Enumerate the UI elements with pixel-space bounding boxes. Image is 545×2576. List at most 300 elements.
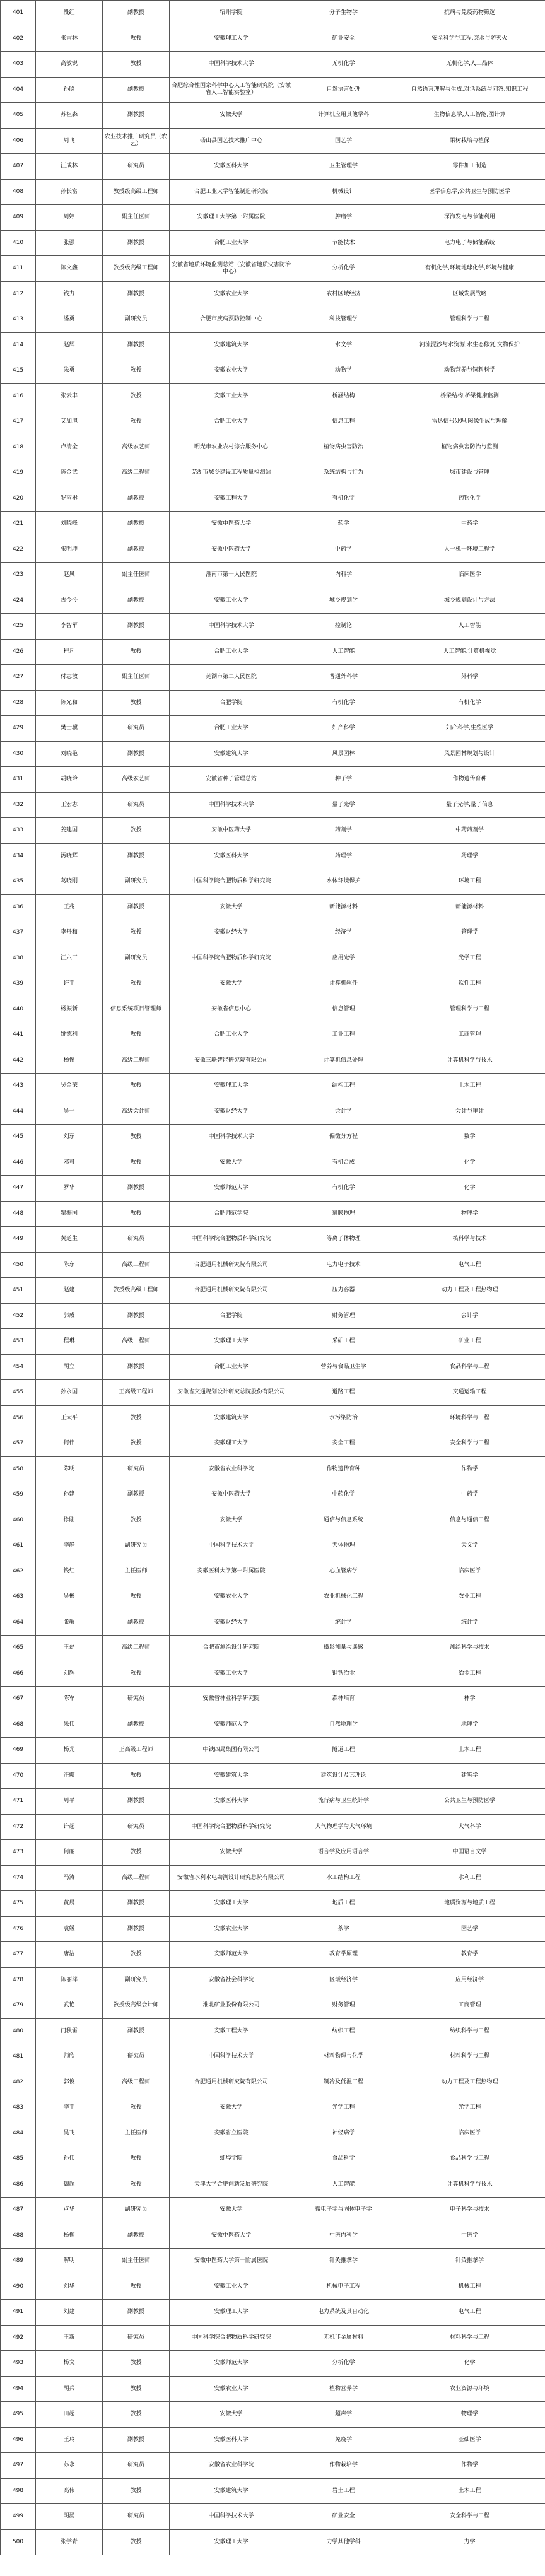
major-cell: 建筑设计及其理论 [293,1763,394,1789]
table-row [1,383,545,409]
direction-cell: 建筑学 [394,1763,545,1789]
unit-cell: 安徽理工大学 [170,1074,293,1099]
major-cell: 工业工程 [293,1022,394,1048]
major-cell: 无机非金属材料 [293,2325,394,2351]
table-row [1,716,545,742]
row-number-cell: 439 [1,971,36,997]
name-cell: 陈光和 [36,690,103,716]
unit-cell: 合肥师范学院 [170,1201,293,1227]
table-row [1,1814,545,1840]
major-cell: 营养与食品卫生学 [293,1354,394,1380]
major-cell: 矿业安全 [293,2504,394,2530]
unit-cell: 合肥市测绘设计研究院 [170,1636,293,1661]
direction-cell: 食品科学与工程 [394,2146,545,2172]
name-cell: 王大平 [36,1405,103,1431]
table-row [1,307,545,333]
direction-cell: 物理学 [394,1201,545,1227]
direction-cell: 会计学 [394,1303,545,1329]
direction-cell: 外科学 [394,665,545,691]
row-number-cell: 463 [1,1584,36,1610]
direction-cell: 临床医学 [394,563,545,588]
row-number-cell: 451 [1,1278,36,1304]
title-cell: 副教授 [103,1354,170,1380]
title-cell: 信息系统项目管理师 [103,997,170,1022]
row-number-cell: 430 [1,741,36,767]
unit-cell: 安徽大学 [170,1150,293,1176]
direction-cell: 城乡规划设计与方法 [394,588,545,614]
name-cell: 李智军 [36,614,103,640]
major-cell: 制冷及低温工程 [293,2070,394,2095]
name-cell: 钱力 [36,281,103,307]
row-number-cell: 403 [1,52,36,78]
major-cell: 分子生物学 [293,1,394,26]
unit-cell: 安徽大学 [170,2402,293,2428]
name-cell: 刘建 [36,2300,103,2326]
unit-cell: 中国科学技术大学 [170,52,293,78]
row-number-cell: 481 [1,2044,36,2070]
title-cell: 高级工程师 [103,2070,170,2095]
name-cell: 孙永国 [36,1380,103,1406]
table-row [1,2146,545,2172]
table-row [1,2223,545,2249]
title-cell: 主任医师 [103,1559,170,1584]
direction-cell: 管理科学与工程 [394,307,545,333]
table-row [1,1712,545,1738]
title-cell: 副教授 [103,1176,170,1202]
major-cell: 人工智能 [293,639,394,665]
table-row [1,588,545,614]
unit-cell: 中国科学院合肥物质科学研究院 [170,1227,293,1253]
row-number-cell: 401 [1,1,36,26]
major-cell: 风景园林 [293,741,394,767]
unit-cell: 合肥工业大学 [170,1022,293,1048]
unit-cell: 安徽理工大学 [170,2529,293,2555]
major-cell: 纺织工程 [293,2018,394,2044]
direction-cell: 土木工程 [394,2478,545,2504]
name-cell: 许平 [36,971,103,997]
name-cell: 邓可 [36,1150,103,1176]
table-row [1,332,545,358]
table-row [1,894,545,920]
unit-cell: 安徽理工大学 [170,1329,293,1355]
row-number-cell: 449 [1,1227,36,1253]
table-row [1,563,545,588]
unit-cell: 安徽大学 [170,894,293,920]
direction-cell: 抗病与免疫药物筛选 [394,1,545,26]
unit-cell: 安徽农业大学 [170,281,293,307]
direction-cell: 电力电子与储能系统 [394,230,545,256]
row-number-cell: 499 [1,2504,36,2530]
title-cell: 研究员 [103,154,170,180]
direction-cell: 作物学 [394,2453,545,2479]
row-number-cell: 469 [1,1738,36,1764]
unit-cell: 安徽建筑大学 [170,1763,293,1789]
major-cell: 财务管理 [293,1303,394,1329]
direction-cell: 生物信息学,人工智能,图计算 [394,103,545,129]
name-cell: 杨光 [36,1738,103,1764]
title-cell: 教授 [103,2274,170,2300]
major-cell: 针灸推拿学 [293,2249,394,2274]
direction-cell: 地质资源与地质工程 [394,1891,545,1917]
table-row [1,1559,545,1584]
table-row [1,256,545,282]
direction-cell: 冶金工程 [394,1661,545,1687]
direction-cell: 化学 [394,1176,545,1202]
major-cell: 肿瘤学 [293,205,394,231]
major-cell: 大气物理学与大气环境 [293,1814,394,1840]
major-cell: 内科学 [293,563,394,588]
row-number-cell: 482 [1,2070,36,2095]
direction-cell: 环境科学与工程 [394,1405,545,1431]
table-row [1,460,545,486]
row-number-cell: 474 [1,1865,36,1891]
row-number-cell: 415 [1,358,36,384]
unit-cell: 中国科学院合肥物质科学研究院 [170,869,293,895]
major-cell: 桥涵结构 [293,383,394,409]
table-row [1,2018,545,2044]
title-cell: 副研究员 [103,869,170,895]
name-cell: 姜建国 [36,818,103,844]
unit-cell: 中国科学技术大学 [170,1533,293,1559]
unit-cell: 安徽农业大学 [170,1584,293,1610]
direction-cell: 中医学 [394,2223,545,2249]
name-cell: 罗华 [36,1176,103,1202]
title-cell: 副研究员 [103,1967,170,1993]
direction-cell: 工商管理 [394,1022,545,1048]
table-row [1,1482,545,1508]
major-cell: 材料物理与化学 [293,2044,394,2070]
major-cell: 分析化学 [293,2351,394,2377]
row-number-cell: 496 [1,2427,36,2453]
title-cell: 副教授 [103,2300,170,2326]
name-cell: 孙伟 [36,2146,103,2172]
major-cell: 作物栽培学 [293,2453,394,2479]
direction-cell: 无机化学,人工晶体 [394,52,545,78]
table-row [1,1,545,26]
major-cell: 中医内科学 [293,2223,394,2249]
row-number-cell: 487 [1,2198,36,2223]
row-number-cell: 420 [1,486,36,512]
row-number-cell: 421 [1,512,36,537]
row-number-cell: 477 [1,1942,36,1968]
direction-cell: 中药学 [394,1482,545,1508]
title-cell: 副教授 [103,230,170,256]
unit-cell: 安徽建筑大学 [170,332,293,358]
table-row [1,1636,545,1661]
direction-cell: 测绘科学与技术 [394,1636,545,1661]
table-row [1,2376,545,2402]
table-row [1,358,545,384]
table-row [1,1227,545,1253]
name-cell: 解明 [36,2249,103,2274]
table-row [1,2529,545,2555]
unit-cell: 安徽工业大学 [170,1661,293,1687]
title-cell: 教授 [103,1584,170,1610]
major-cell: 量子光学 [293,792,394,818]
title-cell: 研究员 [103,2453,170,2479]
direction-cell: 水利工程 [394,1865,545,1891]
major-cell: 药剂学 [293,818,394,844]
unit-cell: 安徽大学 [170,2198,293,2223]
table-row [1,154,545,180]
direction-cell: 临床医学 [394,1559,545,1584]
major-cell: 计算机软件 [293,971,394,997]
major-cell: 妇产科学 [293,716,394,742]
table-row [1,1150,545,1176]
unit-cell: 合肥市疾病预防控制中心 [170,307,293,333]
table-row [1,435,545,460]
unit-cell: 安徽省立医院 [170,2121,293,2146]
table-row [1,1610,545,1636]
unit-cell: 安徽省地质环境监测总站（安徽省地质灾害防治中心） [170,256,293,282]
major-cell: 有机化学 [293,486,394,512]
table-row [1,2070,545,2095]
unit-cell: 中国科学院合肥物质科学研究院 [170,946,293,971]
row-number-cell: 429 [1,716,36,742]
table-row [1,1763,545,1789]
name-cell: 潘勇 [36,307,103,333]
name-cell: 王兆 [36,894,103,920]
name-cell: 刘东 [36,1125,103,1150]
unit-cell: 中国科学技术大学 [170,614,293,640]
name-cell: 王新 [36,2325,103,2351]
major-cell: 压力容器 [293,1278,394,1304]
major-cell: 信息工程 [293,409,394,435]
direction-cell: 动力工程及工程热物理 [394,1278,545,1304]
row-number-cell: 419 [1,460,36,486]
table-row [1,205,545,231]
name-cell: 陈军 [36,1687,103,1712]
row-number-cell: 443 [1,1074,36,1099]
name-cell: 魏超 [36,2172,103,2198]
major-cell: 薄膜物理 [293,1201,394,1227]
major-cell: 力学其他学科 [293,2529,394,2555]
major-cell: 偏微分方程 [293,1125,394,1150]
row-number-cell: 491 [1,2300,36,2326]
name-cell: 张学青 [36,2529,103,2555]
unit-cell: 中国科学技术大学 [170,1125,293,1150]
unit-cell: 安徽理工大学 [170,2300,293,2326]
table-row [1,1916,545,1942]
unit-cell: 安徽建筑大学 [170,2478,293,2504]
major-cell: 统计学 [293,1610,394,1636]
title-cell: 研究员 [103,1687,170,1712]
direction-cell: 安全科学与工程 [394,2504,545,2530]
major-cell: 等离子体物理 [293,1227,394,1253]
direction-cell: 地理学 [394,1712,545,1738]
direction-cell: 人工智能,计算机视觉 [394,639,545,665]
expert-table-body [1,1,545,2555]
unit-cell: 砀山县园艺技术推广中心 [170,128,293,154]
unit-cell: 安徽省信息中心 [170,997,293,1022]
major-cell: 药学 [293,512,394,537]
major-cell: 计算机应用其他学科 [293,103,394,129]
title-cell: 副教授 [103,1789,170,1815]
name-cell: 王玲 [36,2427,103,2453]
row-number-cell: 476 [1,1916,36,1942]
direction-cell: 零件加工制造 [394,154,545,180]
name-cell: 马涛 [36,1865,103,1891]
title-cell: 高级会计师 [103,1099,170,1125]
table-row [1,997,545,1022]
major-cell: 系统结构与行为 [293,460,394,486]
table-row [1,2427,545,2453]
name-cell: 陈东 [36,1252,103,1278]
row-number-cell: 434 [1,843,36,869]
major-cell: 岩土工程 [293,2478,394,2504]
row-number-cell: 447 [1,1176,36,1202]
name-cell: 罗雨彬 [36,486,103,512]
title-cell: 教授 [103,1661,170,1687]
unit-cell: 安徽医科大学 [170,2427,293,2453]
major-cell: 心血管病学 [293,1559,394,1584]
title-cell: 教授 [103,383,170,409]
title-cell: 副教授 [103,1,170,26]
row-number-cell: 464 [1,1610,36,1636]
table-row [1,843,545,869]
title-cell: 教授 [103,1074,170,1099]
name-cell: 张敏 [36,1610,103,1636]
row-number-cell: 465 [1,1636,36,1661]
title-cell: 教授 [103,2478,170,2504]
direction-cell: 统计学 [394,1610,545,1636]
title-cell: 教授 [103,818,170,844]
name-cell: 葛晓刚 [36,869,103,895]
name-cell: 赵凤 [36,563,103,588]
table-row [1,2249,545,2274]
unit-cell: 安徽省水利水电勘测设计研究总院有限公司 [170,1865,293,1891]
name-cell: 姚德利 [36,1022,103,1048]
unit-cell: 蚌埠学院 [170,2146,293,2172]
title-cell: 副主任医师 [103,563,170,588]
table-row [1,665,545,691]
unit-cell: 中国科学技术大学 [170,2044,293,2070]
table-row [1,1456,545,1482]
direction-cell: 农业工程 [394,1584,545,1610]
row-number-cell: 453 [1,1329,36,1355]
direction-cell: 电气工程 [394,2300,545,2326]
row-number-cell: 411 [1,256,36,282]
direction-cell: 临床医学 [394,2121,545,2146]
table-row [1,869,545,895]
table-row [1,920,545,946]
row-number-cell: 490 [1,2274,36,2300]
title-cell: 副教授 [103,103,170,129]
name-cell: 陈丽萍 [36,1967,103,1993]
table-row [1,1074,545,1099]
name-cell: 吴飞 [36,2121,103,2146]
row-number-cell: 486 [1,2172,36,2198]
direction-cell: 管理学 [394,920,545,946]
direction-cell: 材料科学与工程 [394,2325,545,2351]
name-cell: 卢清全 [36,435,103,460]
unit-cell: 安徽建筑大学 [170,1405,293,1431]
major-cell: 农村区域经济 [293,281,394,307]
name-cell: 郭成 [36,1303,103,1329]
table-row [1,818,545,844]
direction-cell: 矿业工程 [394,1329,545,1355]
unit-cell: 安徽医科大学 [170,843,293,869]
title-cell: 高级工程师 [103,1048,170,1074]
major-cell: 摄影测量与遥感 [293,1636,394,1661]
direction-cell: 化学 [394,2351,545,2377]
major-cell: 水体环境保护 [293,869,394,895]
name-cell: 樊士骥 [36,716,103,742]
row-number-cell: 472 [1,1814,36,1840]
row-number-cell: 417 [1,409,36,435]
name-cell: 汪娜 [36,1763,103,1789]
name-cell: 陈文鑫 [36,256,103,282]
table-row [1,614,545,640]
title-cell: 副教授 [103,1482,170,1508]
row-number-cell: 432 [1,792,36,818]
table-row [1,2351,545,2377]
direction-cell: 自然语言理解与生成,对话系统与问答,知识工程 [394,77,545,103]
major-cell: 区域经济学 [293,1967,394,1993]
row-number-cell: 405 [1,103,36,129]
name-cell: 孙晓 [36,77,103,103]
direction-cell: 光学工程 [394,2095,545,2121]
title-cell: 副主任医师 [103,2249,170,2274]
table-row [1,1891,545,1917]
major-cell: 隧道工程 [293,1738,394,1764]
name-cell: 胡兵 [36,2376,103,2402]
title-cell: 副教授 [103,843,170,869]
title-cell: 副教授 [103,1303,170,1329]
title-cell: 教授 [103,2529,170,2555]
title-cell: 副教授 [103,537,170,563]
name-cell: 袁媛 [36,1916,103,1942]
row-number-cell: 418 [1,435,36,460]
name-cell: 黄道生 [36,1227,103,1253]
direction-cell: 材料科学与工程 [394,2044,545,2070]
major-cell: 水污染防治 [293,1405,394,1431]
unit-cell: 安徽中医药大学 [170,2223,293,2249]
direction-cell: 安全科学与工程,突水与防灭火 [394,26,545,52]
unit-cell: 安徽师范大学 [170,1176,293,1202]
title-cell: 教授级高级工程师 [103,256,170,282]
title-cell: 副研究员 [103,307,170,333]
row-number-cell: 489 [1,2249,36,2274]
direction-cell: 会计与审计 [394,1099,545,1125]
direction-cell: 中药药剂学 [394,818,545,844]
name-cell: 李平 [36,2095,103,2121]
name-cell: 许超 [36,1814,103,1840]
direction-cell: 安全科学与工程 [394,1431,545,1457]
name-cell: 王宏志 [36,792,103,818]
unit-cell: 安徽医科大学 [170,154,293,180]
title-cell: 教授 [103,1201,170,1227]
direction-cell: 化学 [394,1150,545,1176]
table-row [1,1584,545,1610]
major-cell: 机械电子工程 [293,2274,394,2300]
title-cell: 农业技术推广研究员（农艺） [103,128,170,154]
title-cell: 教授 [103,2376,170,2402]
table-row [1,2402,545,2428]
row-number-cell: 475 [1,1891,36,1917]
title-cell: 研究员 [103,716,170,742]
table-row [1,1380,545,1406]
unit-cell: 中国科学院合肥物质科学研究院 [170,2325,293,2351]
table-row [1,1661,545,1687]
major-cell: 茶学 [293,1916,394,1942]
table-row [1,2172,545,2198]
row-number-cell: 500 [1,2529,36,2555]
table-row [1,946,545,971]
row-number-cell: 458 [1,1456,36,1482]
direction-cell: 区域发展战略 [394,281,545,307]
direction-cell: 应用经济学 [394,1967,545,1993]
